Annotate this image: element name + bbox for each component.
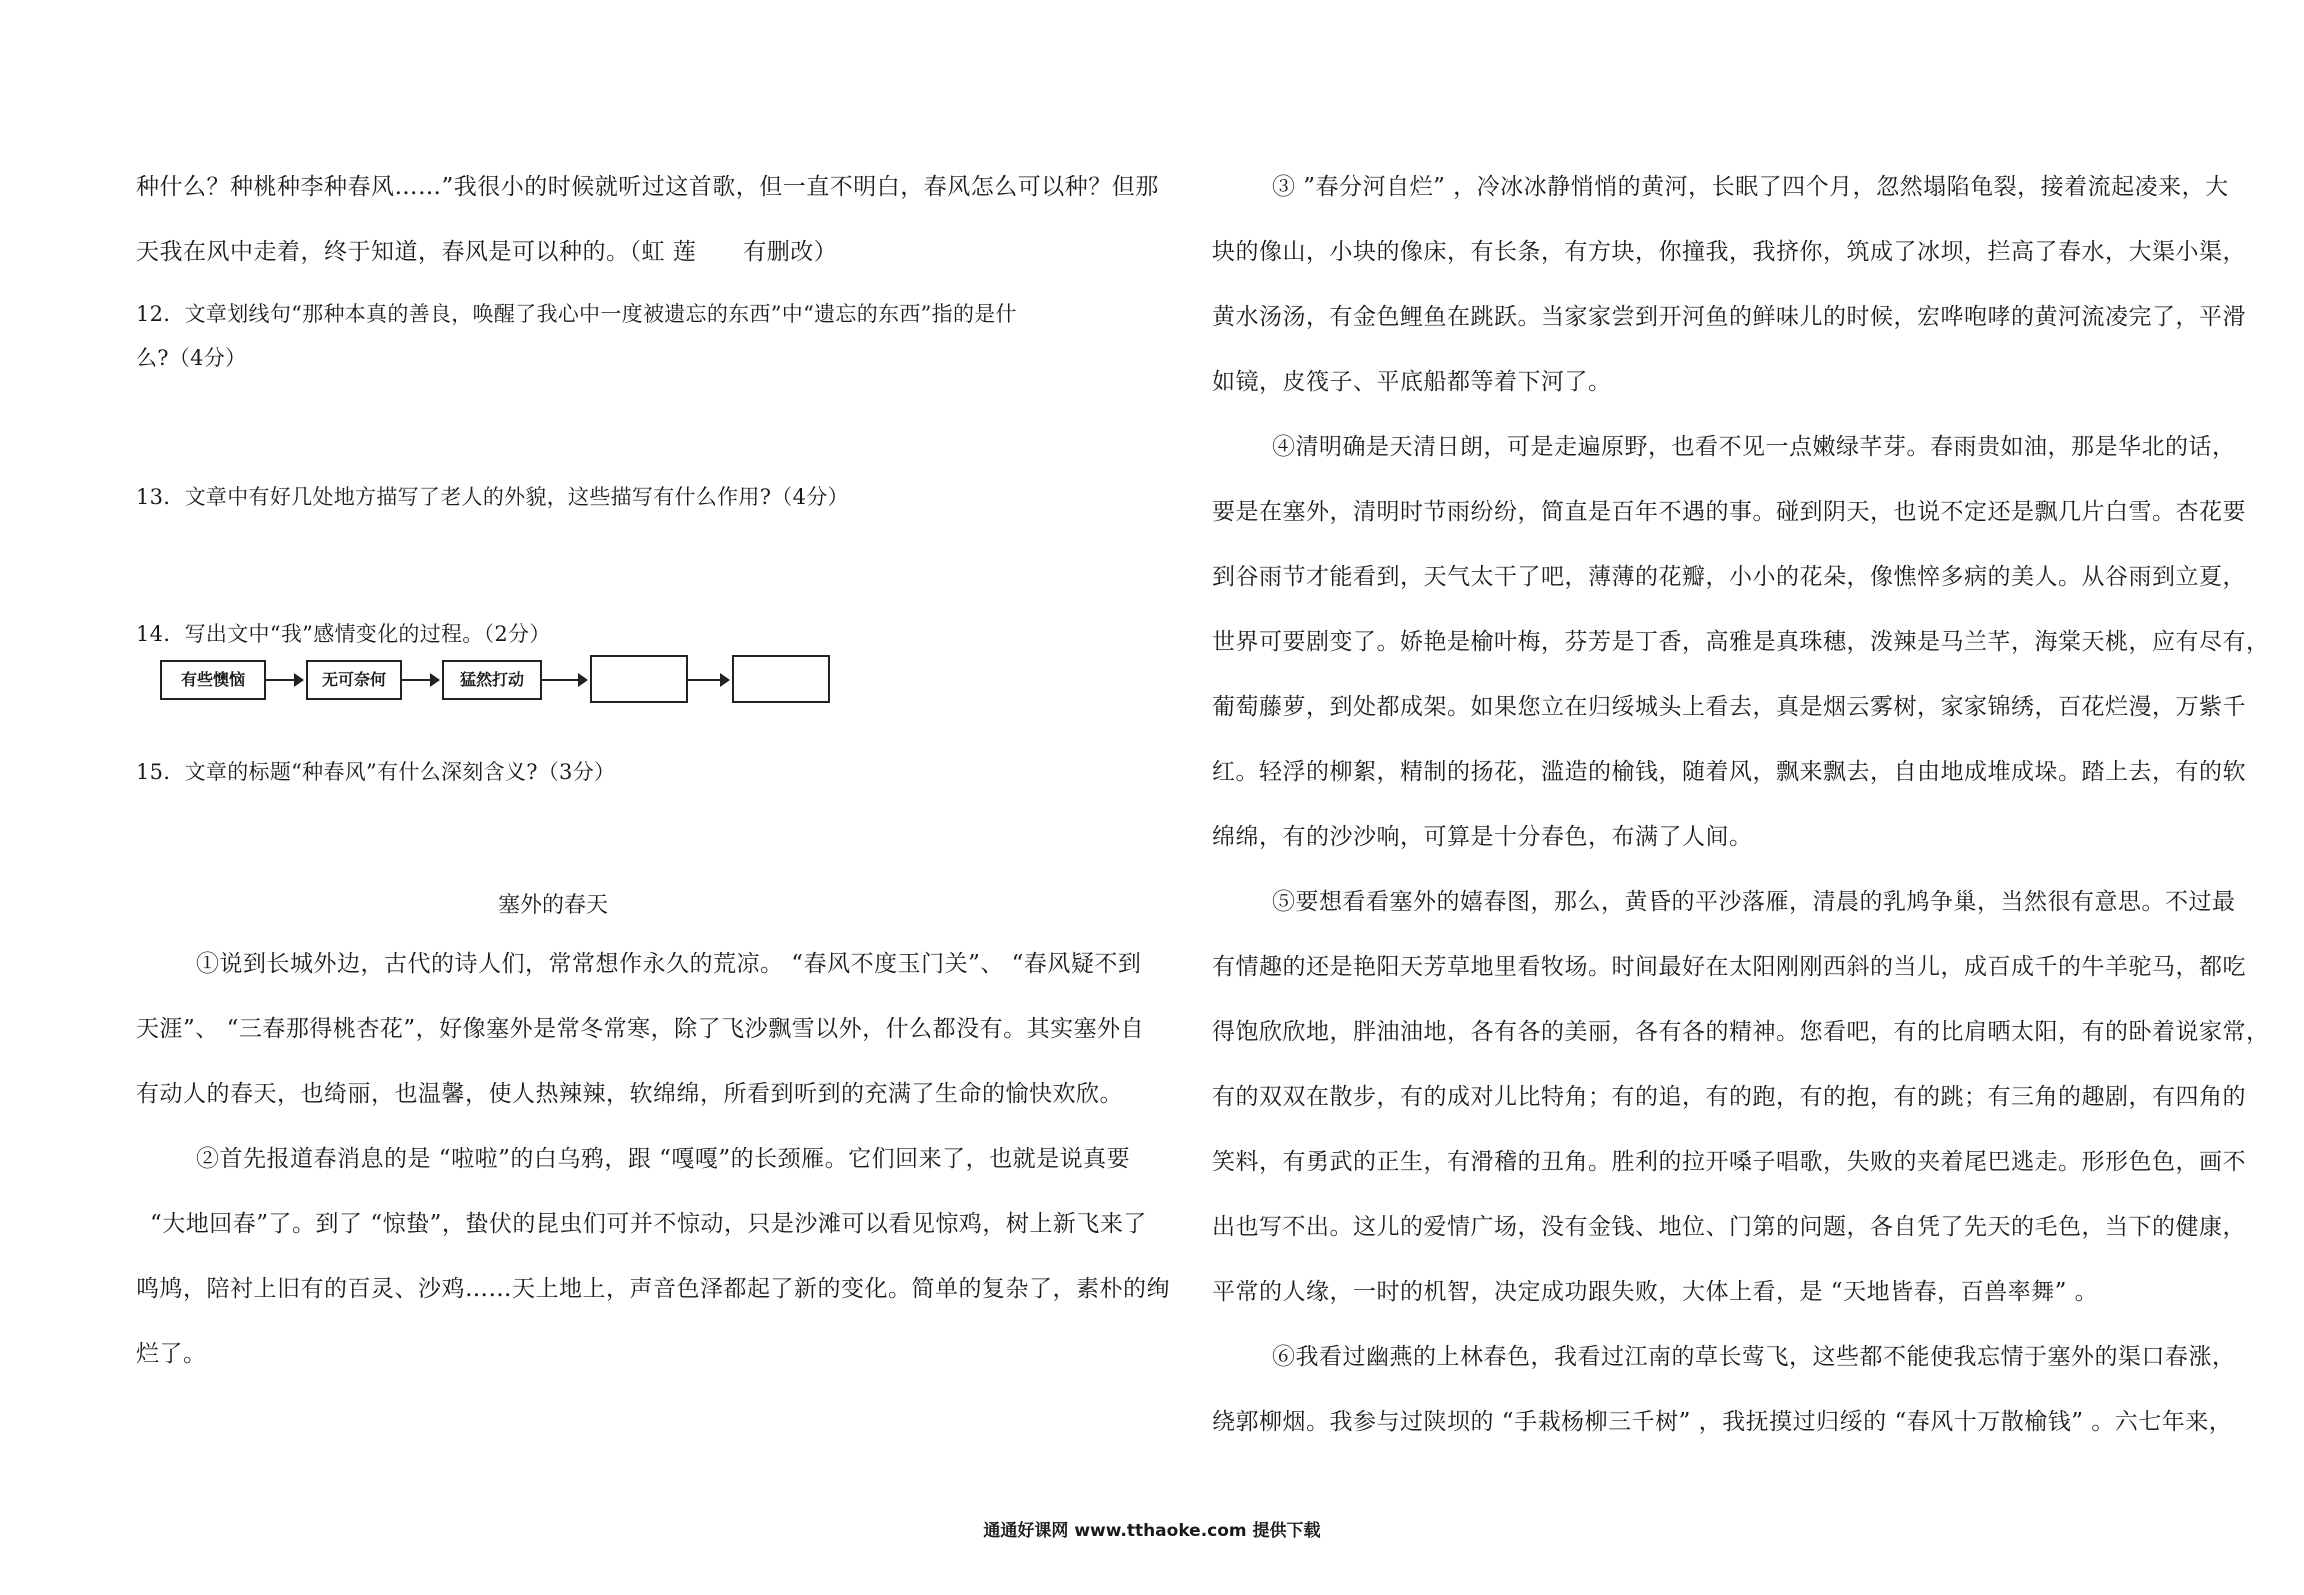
flow-box-answer-1 bbox=[590, 655, 688, 703]
article-line: 笑料，有勇武的正生，有滑稽的丑角。胜利的拉开嗓子唱歌，失败的夹着尾巴逃走。形形色色，画不 bbox=[1212, 1149, 2246, 1175]
arrow-right-icon bbox=[542, 679, 586, 681]
article-line: 块的像山，小块的像床，有长条，有方块，你撞我，我挤你，筑成了冰坝，拦高了春水，大渠小渠， bbox=[1212, 239, 2246, 265]
article-line: 有动人的春天，也绮丽，也温馨，使人热辣辣，软绵绵，所看到听到的充满了生命的愉快欢欣。 bbox=[136, 1081, 1123, 1107]
question-12: 12．文章划线句“那种本真的善良，唤醒了我心中一度被遗忘的东西”中“遗忘的东西”指的是什 bbox=[136, 302, 1017, 326]
article-line: 得饱欣欣地，胖油油地，各有各的美丽，各有各的精神。您看吧，有的比肩晒太阳，有的卧着说家常， bbox=[1212, 1019, 2270, 1045]
article-line: 烂了。 bbox=[136, 1341, 207, 1367]
article-line: 天涯”、 “三春那得桃杏花”，好像塞外是常冬常寒，除了飞沙飘雪以外，什么都没有。其实塞外自 bbox=[136, 1016, 1145, 1042]
article-line: 红。轻浮的柳絮，精制的扬花，滥造的榆钱，随着风，飘来飘去，自由地成堆成垛。踏上去，有的软 bbox=[1212, 759, 2246, 785]
right-column bbox=[1212, 0, 2270, 1595]
article-line: 到谷雨节才能看到，天气太干了吧，薄薄的花瓣，小小的花朵，像憔悴多病的美人。从谷雨到立夏， bbox=[1212, 564, 2246, 590]
article-line: 世界可要剧变了。娇艳是榆叶梅，芬芳是丁香，高雅是真珠穗，泼辣是马兰芊，海棠天桃，应有尽有， bbox=[1212, 629, 2270, 655]
article-line: 绵绵，有的沙沙响，可算是十分春色，布满了人间。 bbox=[1212, 824, 1753, 850]
question-13: 13．文章中有好几处地方描写了老人的外貌，这些描写有什么作用?（4分） bbox=[136, 485, 849, 509]
article-line: ⑤要想看看塞外的嬉春图，那么，黄昏的平沙落雁，清晨的乳鸠争巢，当然很有意思。不过最 bbox=[1272, 889, 2236, 915]
question-12-cont: 么?（4分） bbox=[136, 346, 247, 370]
article-line: 黄水汤汤，有金色鲤鱼在跳跃。当家家尝到开河鱼的鲜味儿的时候，宏哗咆哮的黄河流凌完了，平滑 bbox=[1212, 304, 2246, 330]
arrow-right-icon bbox=[688, 679, 728, 681]
article-line: 有情趣的还是艳阳天芳草地里看牧场。时间最好在太阳刚刚西斜的当儿，成百成千的牛羊驼马，都吃 bbox=[1212, 954, 2246, 980]
emotion-flow-chart bbox=[160, 660, 880, 710]
flow-box-2: 无可奈何 bbox=[306, 660, 402, 700]
article-line: 要是在塞外，清明时节雨纷纷，简直是百年不遇的事。碰到阴天，也说不定还是飘几片白雪。杏花要 bbox=[1212, 499, 2246, 525]
article-line: 绕郭柳烟。我参与过陕坝的 “手栽杨柳三千树” ，我抚摸过归绥的 “春风十万散榆钱” 。六七年来， bbox=[1212, 1409, 2233, 1435]
article-line: 出也写不出。这儿的爱情广场，没有金钱、地位、门第的问题，各自凭了先天的毛色，当下的健康， bbox=[1212, 1214, 2246, 1240]
article-line: 葡萄藤萝，到处都成架。如果您立在归绥城头上看去，真是烟云雾树，家家锦绣，百花烂漫，万紫千 bbox=[1212, 694, 2246, 720]
arrow-right-icon bbox=[402, 679, 438, 681]
article-line: 有的双双在散步，有的成对儿比特角；有的追，有的跑，有的抱，有的跳；有三角的趣剧，有四角的 bbox=[1212, 1084, 2246, 1110]
article-title: 塞外的春天 bbox=[498, 893, 609, 918]
question-14: 14．写出文中“我”感情变化的过程。（2分） bbox=[136, 622, 551, 646]
question-15: 15．文章的标题“种春风”有什么深刻含义?（3分） bbox=[136, 760, 616, 784]
article-line: ④清明确是天清日朗，可是走遍原野，也看不见一点嫩绿芊芽。春雨贵如油，那是华北的话， bbox=[1272, 434, 2236, 460]
flow-box-answer-2 bbox=[732, 655, 830, 703]
article-line: ①说到长城外边，古代的诗人们，常常想作永久的荒凉。 “春风不度玉门关”、 “春风疑不到 bbox=[196, 951, 1142, 977]
article-line: ②首先报道春消息的是 “啦啦”的白乌鸦，跟 “嘎嘎”的长颈雁。它们回来了，也就是说真要 bbox=[196, 1146, 1131, 1172]
article-line: ③ ”春分河自烂” ，冷冰冰静悄悄的黄河，长眠了四个月，忽然塌陷龟裂，接着流起凌来，大 bbox=[1272, 174, 2229, 200]
article-line: 如镜，皮筏子、平底船都等着下河了。 bbox=[1212, 369, 1612, 395]
arrow-right-icon bbox=[266, 679, 302, 681]
text-line: 种什么？种桃种李种春风……”我很小的时候就听过这首歌，但一直不明白，春风怎么可以种？但那 bbox=[136, 174, 1159, 200]
article-line: ⑥我看过幽燕的上林春色，我看过江南的草长莺飞，这些都不能使我忘情于塞外的渠口春涨， bbox=[1272, 1344, 2236, 1370]
article-line: “大地回春”了。到了 “惊蛰”，蛰伏的昆虫们可并不惊动，只是沙滩可以看见惊鸡，树上新飞来了 bbox=[150, 1211, 1147, 1237]
flow-box-3: 猛然打动 bbox=[442, 660, 542, 700]
text-line: 天我在风中走着，终于知道，春风是可以种的。（虹 莲 有删改） bbox=[136, 239, 838, 265]
article-line: 鸣鸠，陪衬上旧有的百灵、沙鸡……天上地上，声音色泽都起了新的变化。简单的复杂了，素朴的绚 bbox=[136, 1276, 1170, 1302]
flow-box-1: 有些懊恼 bbox=[160, 660, 266, 700]
page-footer: 通通好课网 www.tthaoke.com 提供下载 bbox=[983, 1521, 1321, 1541]
article-line: 平常的人缘，一时的机智，决定成功跟失败，大体上看，是 “天地皆春，百兽率舞” 。 bbox=[1212, 1279, 2099, 1305]
